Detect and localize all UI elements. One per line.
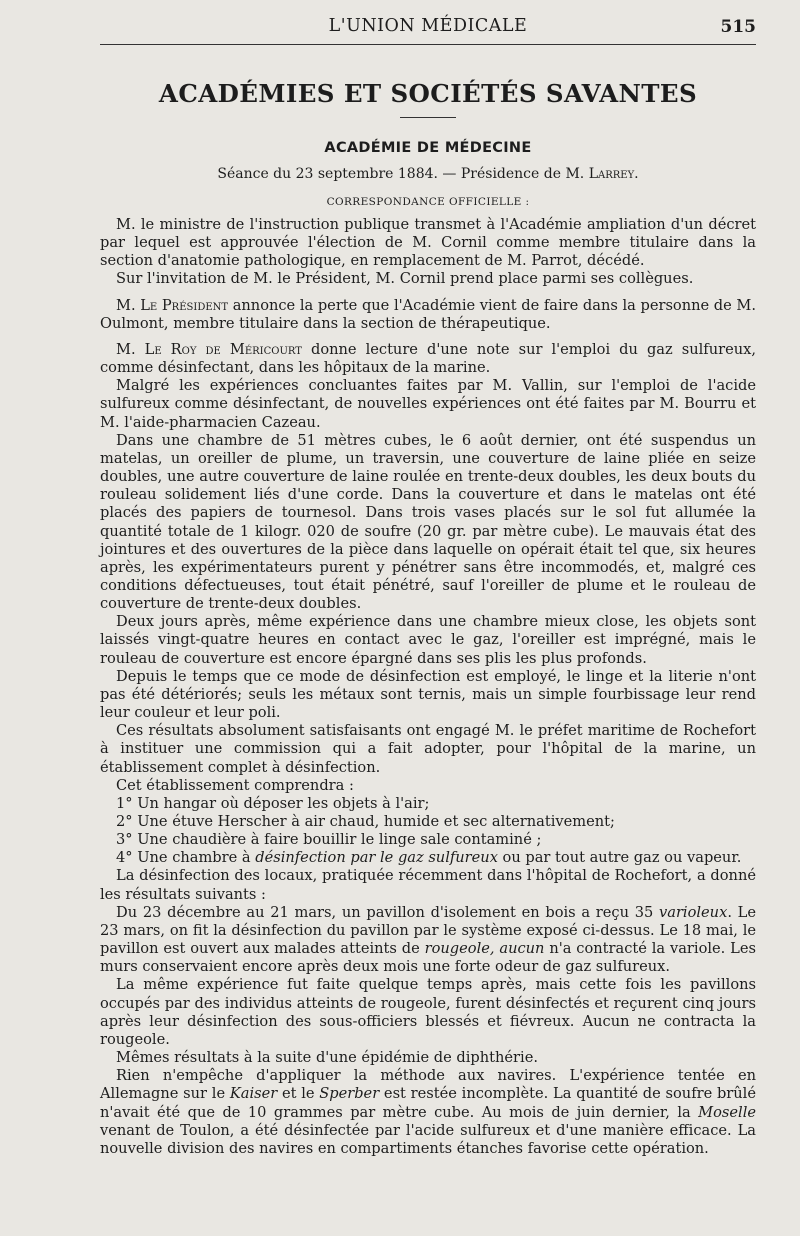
paragraph: Ces résultats absolument satisfaisants ont engagé M. le préfet maritime de Rochefort à instituer une commission qui a fait adopter, pour l'hôpital de la marine, un établissement complet à désinfection. bbox=[100, 722, 756, 776]
page-number: 515 bbox=[720, 17, 756, 37]
session-president: Larrey bbox=[588, 166, 635, 182]
text-run: venant de Toulon, a été désinfectée par l'acide sulfureux et d'une manière efficace. La nouvelle division des navires en compartiments étanches favorise cette opération. bbox=[100, 1121, 756, 1157]
title-rule bbox=[400, 117, 456, 118]
italic-run: rougeole, aucun bbox=[424, 940, 545, 958]
paragraph bbox=[100, 1067, 756, 1158]
session-line bbox=[100, 166, 756, 182]
paragraph bbox=[100, 297, 756, 333]
paragraph: Cet établissement comprendra : bbox=[116, 776, 354, 794]
session-prefix: Séance du 23 septembre 1884. — Présidence de M. bbox=[217, 166, 589, 182]
paragraph: La désinfection des locaux, pratiquée récemment dans l'hôpital de Rochefort, a donné les résultats suivants : bbox=[100, 867, 756, 903]
paragraph: Sur l'invitation de M. le Président, M. Cornil prend place parmi ses collègues. bbox=[116, 270, 694, 288]
running-head bbox=[100, 14, 756, 45]
text-run: et le bbox=[277, 1085, 320, 1103]
text-run: n'a contracté la variole. Les murs conservaient encore après deux mois une forte odeur de gaz sulfureux. bbox=[100, 940, 756, 976]
paragraph: Deux jours après, même expérience dans une chambre mieux close, les objets sont laissés vingt-quatre heures en contact avec le gaz, l'oreiller est imprégné, mais le rouleau de couverture est encore épargné dans ses plis les plus profonds. bbox=[100, 613, 756, 667]
text-run: 4° Une chambre à bbox=[116, 849, 256, 867]
list-item: 3° Une chaudière à faire bouillir le linge sale contaminé ; bbox=[116, 831, 542, 849]
ship-name: Kaiser bbox=[229, 1085, 278, 1103]
ship-name: Moselle bbox=[698, 1103, 756, 1121]
text-run: . Le 23 mars, on fit la désinfection du pavillon par le système exposé ci-dessus. Le 18 mai, le pavillon est ouvert aux malades atteints de bbox=[100, 903, 756, 958]
paragraph: Depuis le temps que ce mode de désinfection est employé, le linge et la literie n'ont pas été détériorés; seuls les métaux sont ternis, mais un simple fourbissage leur rend leur couleur et leur poli. bbox=[100, 667, 756, 722]
paragraph: Mêmes résultats à la suite d'une épidémie de diphthérie. bbox=[116, 1049, 538, 1067]
italic-run: désinfection par le gaz sulfureux bbox=[255, 849, 498, 867]
paragraph bbox=[100, 904, 756, 977]
text-run: Rien n'empêche d'appliquer la méthode aux navires. L'expérience tentée en Allemagne sur le bbox=[100, 1067, 756, 1103]
list-item: 2° Une étuve Herscher à air chaud, humide et sec alternativement; bbox=[116, 813, 615, 830]
paragraph: M. le ministre de l'instruction publique transmet à l'Académie ampliation d'un décret par lequel est approuvée l'élection de M. Cornil comme membre titulaire dans la section d'anatomie pathologique, en remplacement de M. Parrot, décédé. bbox=[100, 216, 756, 270]
speaker-name: Le Roy de Méricourt bbox=[144, 340, 302, 358]
academy-heading: ACADÉMIE DE MÉDECINE bbox=[324, 140, 532, 156]
list-item bbox=[100, 849, 756, 867]
paragraph bbox=[100, 341, 756, 377]
ship-name: Sperber bbox=[319, 1085, 380, 1103]
text-run: annonce la perte que l'Académie vient de faire dans la personne de M. Oulmont, membre titulaire dans la section de thérapeutique. bbox=[100, 296, 756, 332]
paragraph: Malgré les expériences concluantes faites par M. Vallin, sur l'emploi de l'acide sulfureux comme désinfectant, de nouvelles expériences ont été faites par M. Bourru et M. l'aide-pharmacien Cazeau. bbox=[100, 377, 756, 431]
text-run: ou par tout autre gaz ou vapeur. bbox=[497, 849, 742, 867]
text-run: donne lecture d'une note sur l'emploi du gaz sulfureux, comme désinfectant, dans les hôpitaux de la marine. bbox=[100, 340, 756, 377]
paragraph: La même expérience fut faite quelque temps après, mais cette fois les pavillons occupés par des individus atteints de rougeole, furent désinfectés et reçurent cinq jours après leur désinfection des sous-officiers blessés et fiévreux. Aucun ne contracta la rougeole. bbox=[100, 976, 756, 1048]
text-run: Du 23 décembre au 21 mars, un pavillon d'isolement en bois a reçu 35 bbox=[116, 903, 659, 921]
text-run: M. bbox=[116, 296, 141, 314]
text-run: est restée incomplète. La quantité de soufre brûlé n'avait été que de 10 grammes par mètre cube. Au mois de juin dernier, la bbox=[100, 1085, 756, 1121]
italic-run: varioleux bbox=[659, 903, 728, 921]
session-suffix: . bbox=[634, 166, 639, 182]
speaker-name: Le Président bbox=[140, 296, 229, 314]
section-title: ACADÉMIES ET SOCIÉTÉS SAVANTES bbox=[158, 79, 698, 108]
running-title: L'UNION MÉDICALE bbox=[328, 16, 528, 36]
list-item: 1° Un hangar où déposer les objets à l'air; bbox=[116, 794, 430, 812]
paragraph: Dans une chambre de 51 mètres cubes, le 6 août dernier, ont été suspendus un matelas, un oreiller de plume, un traversin, une couverture de laine pliée en seize doubles, une autre couverture de laine roulée en trente-deux doubles, les deux bouts du rouleau solidement liés d'une corde. Dans la couverture et dans le matelas ont été placés des papiers de tournesol. Dans trois vases placés sur le sol fut allumée la quantité totale de 1 kilogr. 020 de soufre (20 gr. par mètre cube). Le mauvais état des jointures et des ouvertures de la pièce dans laquelle on opérait était tel que, six heures après, les expérimentateurs purent y pénétrer sans être incommodés, et, malgré ces conditions défectueuses, tout était pénétré, sauf l'oreiller de plume et le rouleau de couverture de trente-deux doubles. bbox=[100, 431, 756, 613]
article-body bbox=[100, 216, 756, 1158]
text-run: M. bbox=[116, 340, 145, 358]
correspondance-heading: CORRESPONDANCE OFFICIELLE : bbox=[326, 196, 530, 208]
